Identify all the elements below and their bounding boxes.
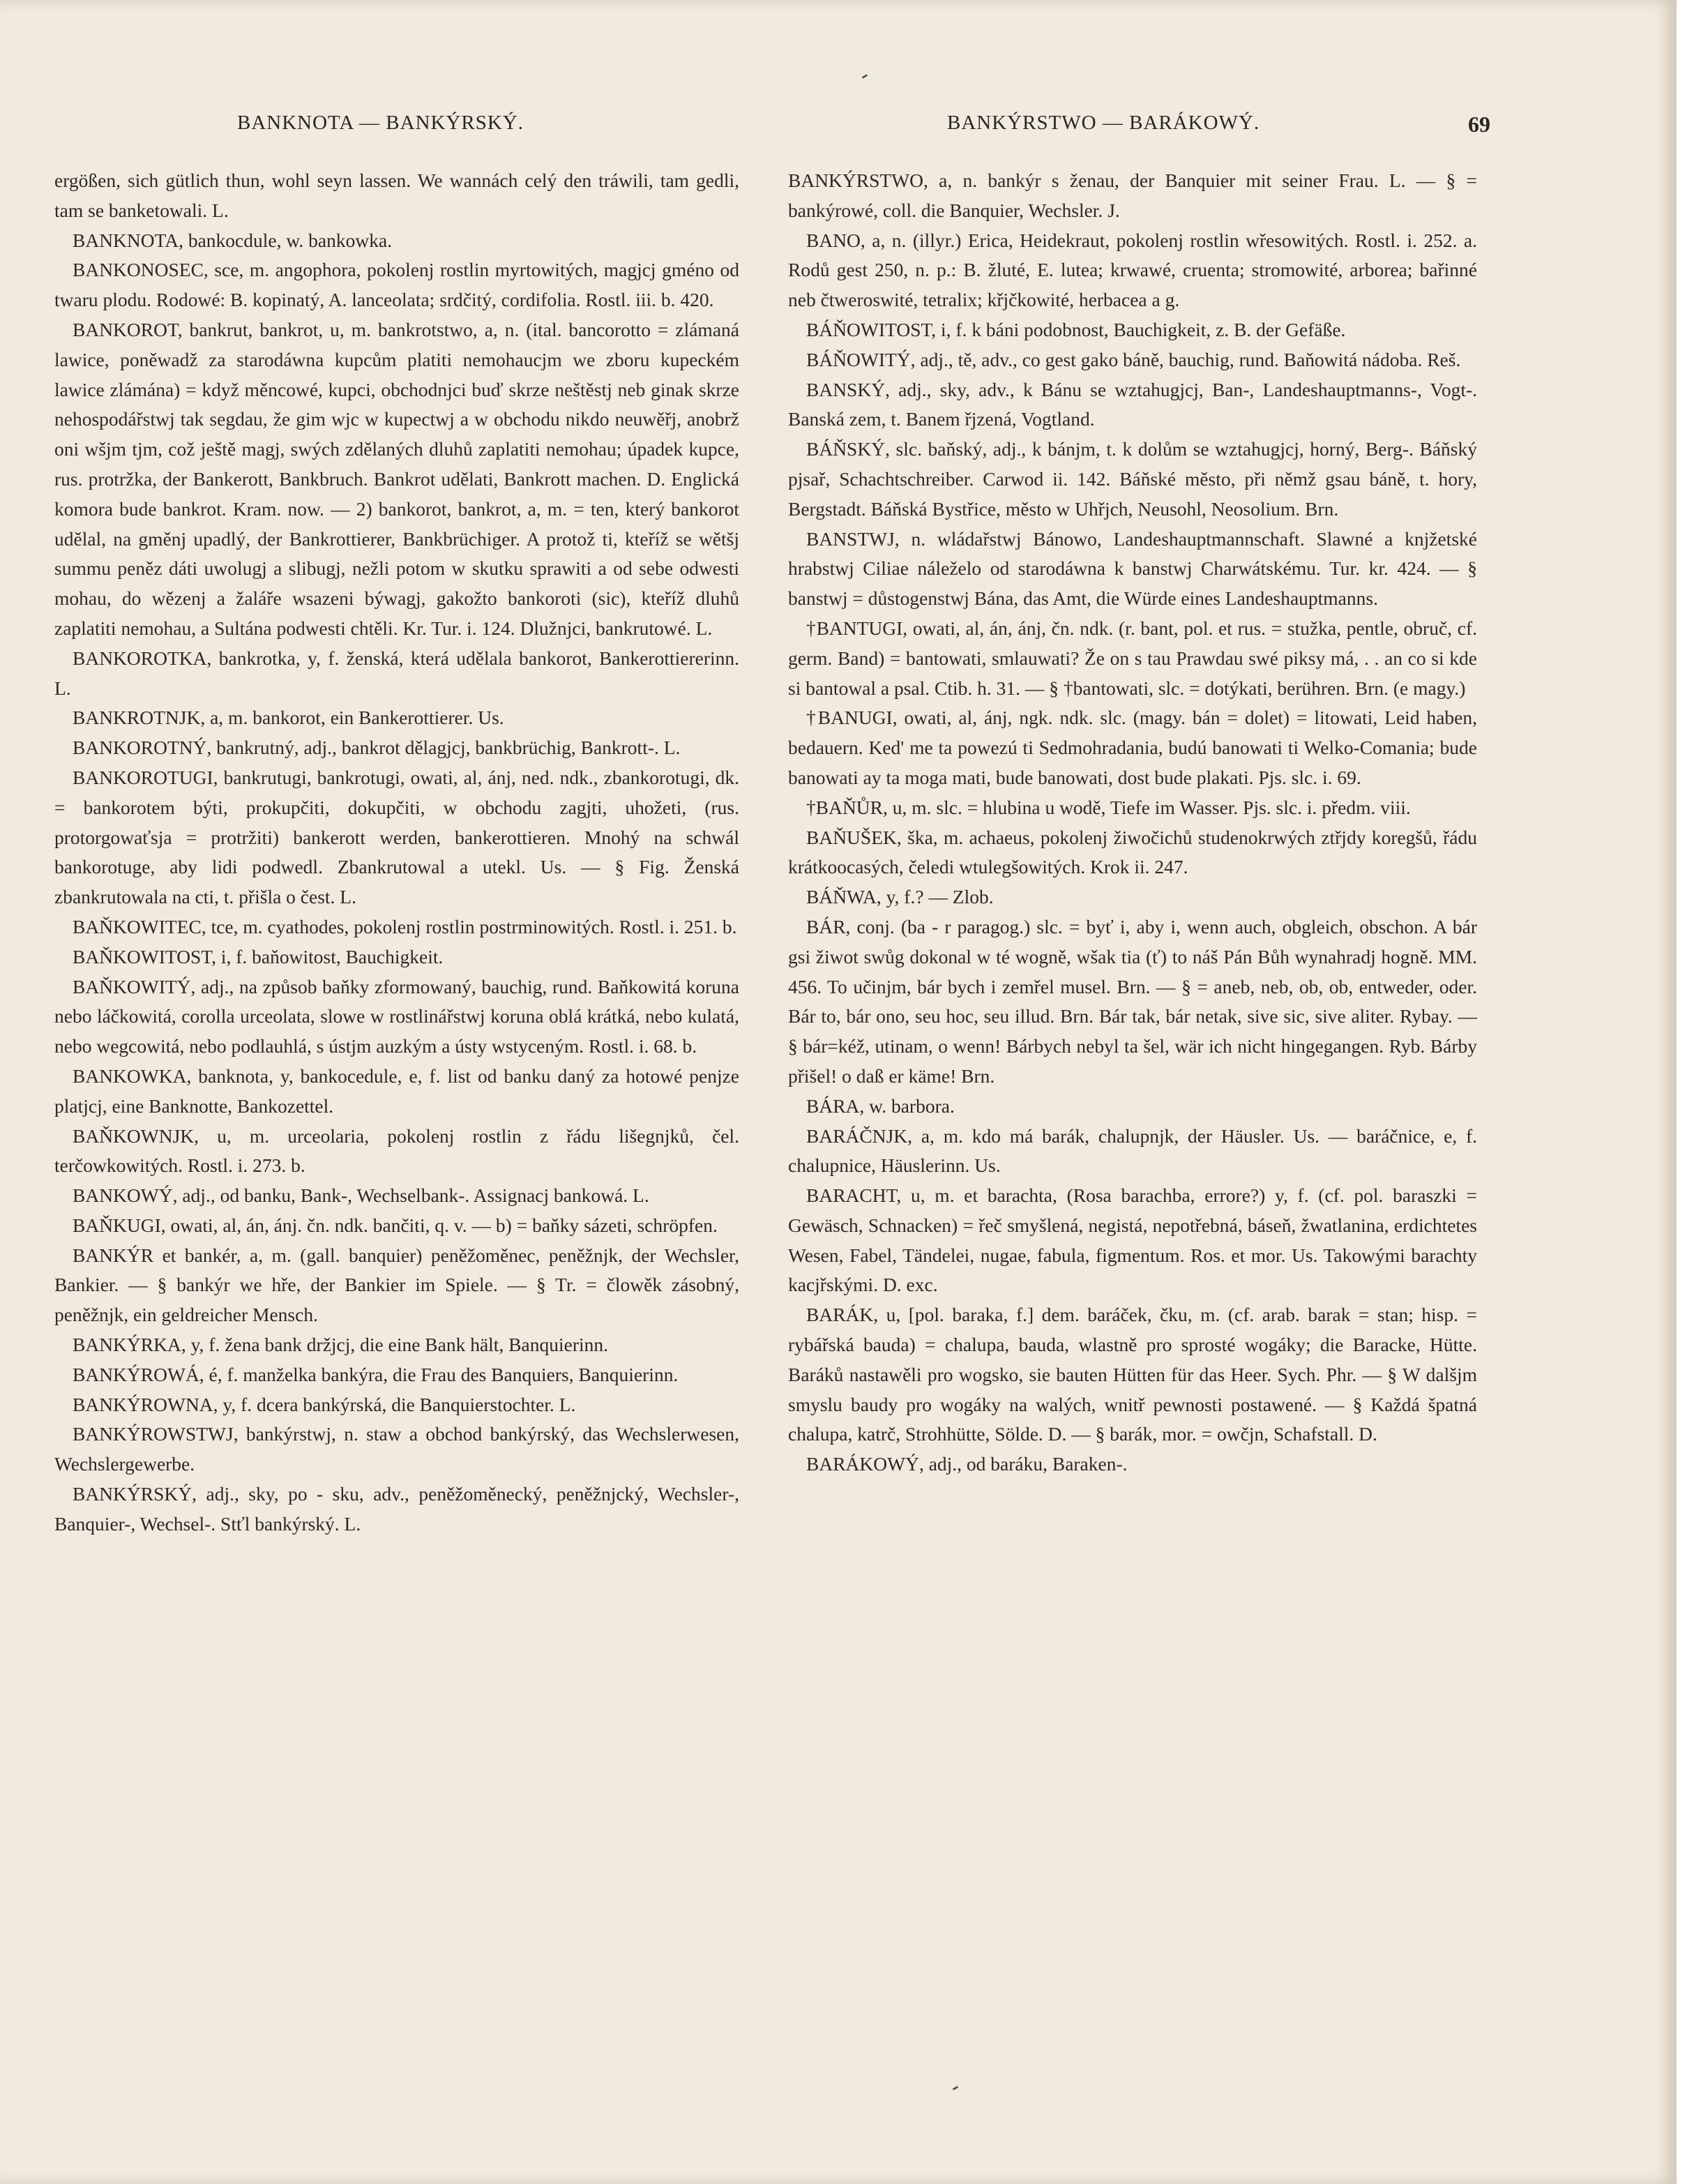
- dictionary-entry: BANKÝROWSTWJ, bankýrstwj, n. staw a obchod bankýrský, das Wechslerwesen, Wechslergewerbe.: [54, 1423, 739, 1475]
- dictionary-entry: †BANTUGI, owati, al, án, ánj, čn. ndk. (r. bant, pol. et rus. = stužka, pentle, obruč, cf. germ. Band) = bantowati, smlauwati? Že on s tau Prawdau swé piksy má, . . an co si kde si bantowal a psal. Ctib. h. 31. — § †bantowati, slc. = dotýkati, berühren. Brn. (e magy.): [788, 617, 1477, 699]
- dictionary-entry: BANKÝRSKÝ, adj., sky, po - sku, adv., peněžoměnecký, peněžnjcký, Wechsler-, Banquier-, Wechsel-. Stťl bankýrský. L.: [54, 1483, 739, 1535]
- dictionary-entry: BANSKÝ, adj., sky, adv., k Bánu se wztahugjcj, Ban-, Landeshauptmanns-, Vogt-. Banská zem, t. Banem řjzená, Vogtland.: [788, 378, 1477, 430]
- dictionary-entry: BANO, a, n. (illyr.) Erica, Heidekraut, pokolenj rostlin wřesowitých. Rostl. i. 252. a. Rodů gest 250, n. p.: B. žluté, E. lutea; krwawé, cruenta; stromowité, arborea; bařinné neb čtweroswité, tetralix; křjčkowité, herbacea a g.: [788, 229, 1477, 311]
- dictionary-entry: BÁŇSKÝ, slc. baňský, adj., k bánjm, t. k dolům se wztahugjcj, horný, Berg-. Báňský pjsař, Schachtschreiber. Carwod ii. 142. Báňské město, při němž gsau báně, t. hory, Bergstadt. Báňská Bystřice, město w Uhřjch, Neusohl, Neosolium. Brn.: [788, 438, 1477, 520]
- dictionary-entry: BANKOWKA, banknota, y, bankocedule, e, f. list od banku daný za hotowé penjze platjcj, eine Banknotte, Bankozettel.: [54, 1064, 739, 1117]
- dictionary-entry: †BAŇŮR, u, m. slc. = hlubina u wodě, Tiefe im Wasser. Pjs. slc. i. předm. viii.: [806, 796, 1411, 818]
- dictionary-entry: BARÁK, u, [pol. baraka, f.] dem. baráček, čku, m. (cf. arab. barak = stan; hisp. = rybářská bauda) = chalupa, bauda, wlastně pro sprosté wogáky; die Baracke, Hütte. Baráků nastawěli pro wogsko, sie bauten Hütten für das Heer. Sych. Phr. — § W dalšjm smyslu baudy pro wogáky na walých, wnitř pewnosti postawené. — § Každá špatná chalupa, katrč, Strohhütte, Sölde. D. — § barák, mor. = owčjn, Schafstall. D.: [788, 1304, 1477, 1445]
- right-running-head: BANKÝRSTWO — BARÁKOWÝ.: [947, 112, 1260, 134]
- page-number: 69: [1468, 112, 1490, 137]
- ink-mark: [953, 2086, 958, 2091]
- dictionary-entry: BANKÝRSTWO, a, n. bankýr s ženau, der Banquier mit seiner Frau. L. — § = bankýrowé, coll. die Banquier, Wechsler. J.: [788, 170, 1477, 221]
- dictionary-entry: BAŇKOWITEC, tce, m. cyathodes, pokolenj rostlin postrminowitých. Rostl. i. 251. b.: [73, 915, 737, 937]
- dictionary-entry: BANKÝRKA, y, f. žena bank držjcj, die eine Bank hält, Banquierinn.: [73, 1334, 609, 1356]
- dictionary-entry: BÁŇWA, y, f.? — Zlob.: [806, 886, 994, 908]
- right-column: [788, 166, 1477, 1479]
- dictionary-entry: BÁR, conj. (ba - r paragog.) slc. = byť i, aby i, wenn auch, obgleich, obschon. A bár gsi žiwot swůg dokonal w té wogně, wšak tia (ť) to náš Pán Bůh wynahradj hogně. MM. 456. To učinjm, bár bych i zemřel musel. Brn. — § = aneb, neb, ob, ob, entweder, oder. Bár to, bár ono, seu hoc, seu illud. Brn. Bár tak, bár netak, sive sic, sive aliter. Rybay. — § bár=kéž, utinam, o wenn! Bárbych nebyl ta šel, wär ich nicht hingegangen. Ryb. Bárby přišel! o daß er käme! Brn.: [788, 915, 1477, 1087]
- ink-mark: [862, 74, 868, 79]
- dictionary-entry: BANKOROTUGI, bankrutugi, bankrotugi, owati, al, ánj, ned. ndk., zbankorotugi, dk. = bankorotem býti, prokupčiti, dokupčiti, w obchodu zagjti, uhožeti, (rus. protorgowaťsja = protržiti) bankerott werden, bankerottieren. Mnohý na schwál bankorotuge, aby lidi podwedl. Zbankrutowal a utekl. Us. — § Fig. Ženská zbankrutowala na cti, t. přišla o čest. L.: [54, 766, 739, 908]
- dictionary-entry: BÁŇOWITÝ, adj., tě, adv., co gest gako báně, bauchig, rund. Baňowitá nádoba. Reš.: [806, 348, 1461, 370]
- dictionary-entry: BANKONOSEC, sce, m. angophora, pokolenj rostlin myrtowitých, magjcj gméno od twaru plodu. Rodowé: B. kopinatý, A. lanceolata; srdčitý, cordifolia. Rostl. iii. b. 420.: [54, 259, 739, 311]
- dictionary-entry: BÁRA, w. barbora.: [806, 1094, 955, 1117]
- dictionary-entry: BANSTWJ, n. wládařstwj Bánowo, Landeshauptmannschaft. Slawné a knjžetské hrabstwj Ciliae náleželo od starodáwna k banstwj Charwátskému. Tur. kr. 424. — § banstwj = důstogenstwj Bána, das Amt, die Würde eines Landeshauptmanns.: [788, 527, 1477, 610]
- dictionary-entry: BÁŇOWITOST, i, f. k báni podobnost, Bauchigkeit, z. B. der Gefäße.: [806, 318, 1346, 340]
- left-column: [54, 166, 739, 1539]
- dictionary-entry: BAŇKOWITÝ, adj., na způsob baňky zformowaný, bauchig, rund. Baňkowitá koruna nebo láčkowitá, corolla urceolata, slowe w rostlinářstwj koruna oblá krátká, nebo kulatá, nebo wegcowitá, nebo podlauhlá, s ústjm auzkým a ústy wstyceným. Rostl. i. 68. b.: [54, 975, 739, 1057]
- dictionary-entry: BANKÝROWÁ, é, f. manželka bankýra, die Frau des Banquiers, Banquierinn.: [73, 1363, 679, 1385]
- dictionary-entry: BANKNOTA, bankocdule, w. bankowka.: [73, 229, 393, 251]
- dictionary-entry: BANKÝR et bankér, a, m. (gall. banquier) peněžoměnec, peněžnjk, der Wechsler, Bankier. — § bankýr we hře, der Bankier im Spiele. — § Tr. = člowěk zásobný, peněžnjk, ein geldreicher Mensch.: [54, 1244, 739, 1326]
- dictionary-entry: BANKOROTNÝ, bankrutný, adj., bankrot dělagjcj, bankbrüchig, Bankrott-. L.: [73, 737, 681, 759]
- dictionary-entry: BANKÝROWNA, y, f. dcera bankýrská, die Banquierstochter. L.: [73, 1393, 576, 1415]
- dictionary-entry: BARACHT, u, m. et barachta, (Rosa barachba, errore?) y, f. (cf. pol. baraszki = Gewäsch, Schnacken) = řeč smyšlená, negistá, nepotřebná, báseň, žwatlanina, erdichtetes Wesen, Fabel, Tändelei, nugae, fabula, figmentum. Ros. et mor. Us. Takowými barachty kacjřskými. D. exc.: [788, 1184, 1477, 1296]
- dictionary-entry: ergößen, sich gütlich thun, wohl seyn lassen. We wannách celý den tráwili, tam gedli, tam se banketowali. L.: [54, 170, 739, 221]
- dictionary-entry: BANKOROT, bankrut, bankrot, u, m. bankrotstwo, a, n. (ital. bancorotto = zlámaná lawice, poněwadž za starodáwna kupcům platiti nemohaucjm we zboru kupeckém lawice zlámána) = když měncowé, kupci, obchodnjci buď skrze neštěstj neb ginak skrze nehospodářstwj tak segdau, že gim wjc w kupectwj a w obchodu nikdo neuwěřj, anobrž oni wšjm tjm, což ještě magj, swých zdělaných dluhů zaplatiti nemohau; úpadek kupce, rus. protržka, der Bankerott, Bankbruch. Bankrot udělati, Bankrott machen. D. Englická komora bude bankrot. Kram. now. — 2) bankorot, bankrot, a, m. = ten, který bankorot udělal, na gměnj upadlý, der Bankrottierer, Bankbrüchiger. A protož ti, kteříž se wětšj summu peněz dáti uwolugj a slibugj, nežli potom w skutku sprawiti a od sebe odwesti mohau, do wězenj a žaláře wsazeni býwagj, gakožto bankoroti (sic), kteříž dluhů zaplatiti nemohau, a Sultána podwesti chtěli. Kr. Tur. i. 124. Dlužnjci, bankrutowé. L.: [54, 318, 739, 639]
- dictionary-entry: BAŇKOWITOST, i, f. baňowitost, Bauchigkeit.: [73, 945, 444, 967]
- dictionary-entry: BANKROTNJK, a, m. bankorot, ein Bankerottierer. Us.: [73, 707, 504, 729]
- dictionary-entry: BAŇKUGI, owati, al, án, ánj. čn. ndk. bančiti, q. v. — b) = baňky sázeti, schröpfen.: [73, 1214, 718, 1236]
- dictionary-entry: BAŇKOWNJK, u, m. urceolaria, pokolenj rostlin z řádu lišegnjků, čel. terčowkowitých. Rostl. i. 273. b.: [54, 1124, 739, 1177]
- dictionary-entry: BARÁKOWÝ, adj., od baráku, Baraken-.: [806, 1453, 1128, 1475]
- dictionary-entry: †BANUGI, owati, al, ánj, ngk. ndk. slc. (magy. bán = dolet) = litowati, Leid haben, bedauern. Ked' me ta powezú ti Sedmohradania, budú banowati ti Welko-Comania; bude banowati ay ta moga mati, bude banowati, dost bude plakati. Pjs. slc. i. 69.: [788, 707, 1477, 788]
- dictionary-entry: BANKOROTKA, bankrotka, y, f. ženská, která udělala bankorot, Bankerottiererinn. L.: [54, 647, 739, 699]
- dictionary-entry: BAŇUŠEK, ška, m. achaeus, pokolenj žiwočichů studenokrwých ztřjdy koregšů, řádu krátkoocasých, čeledi wtulegšowitých. Krok ii. 247.: [788, 826, 1477, 878]
- left-running-head: BANKNOTA — BANKÝRSKÝ.: [237, 112, 524, 134]
- dictionary-entry: BARÁČNJK, a, m. kdo má barák, chalupnjk, der Häusler. Us. — baráčnice, e, f. chalupnice, Häuslerinn. Us.: [788, 1124, 1477, 1177]
- dictionary-entry: BANKOWÝ, adj., od banku, Bank-, Wechselbank-. Assignacj bankowá. L.: [73, 1184, 649, 1207]
